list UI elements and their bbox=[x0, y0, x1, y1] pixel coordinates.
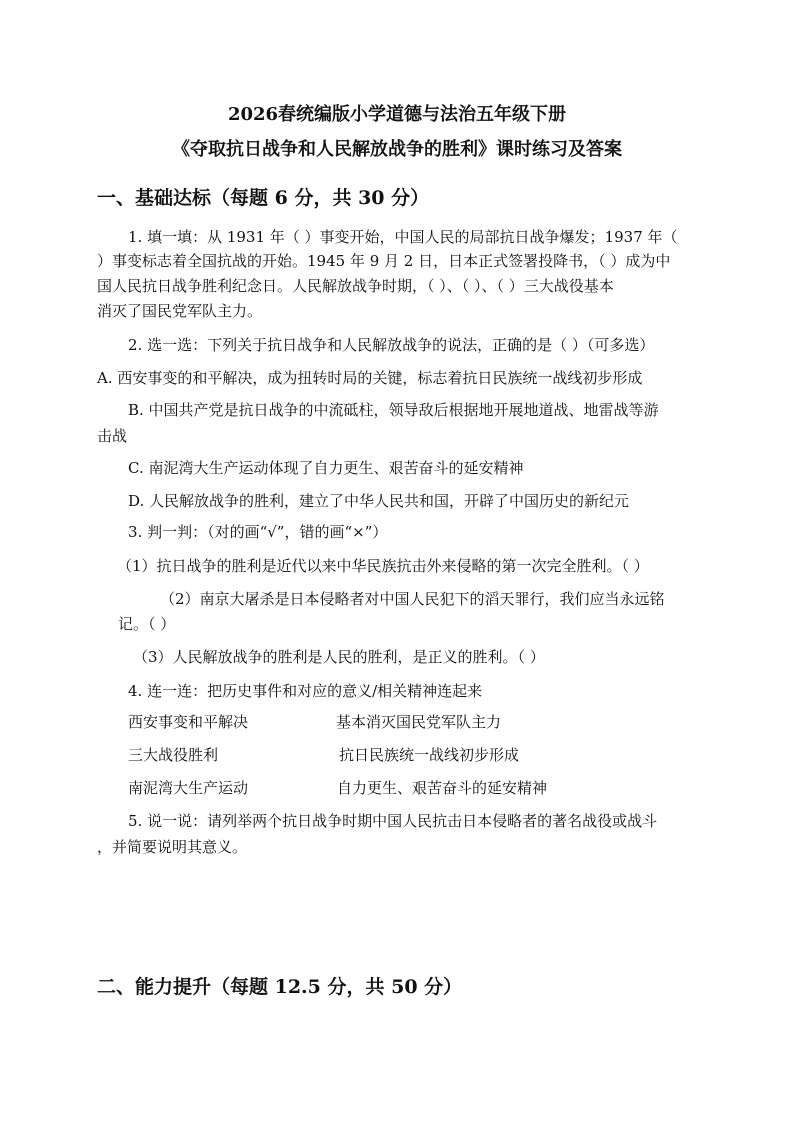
q3-item1: （1）抗日战争的胜利是近代以来中华民族抗击外来侵略的第一次完全胜利。（ ） bbox=[117, 557, 649, 575]
q2-option-a: A. 西安事变的和平解决，成为扭转时局的关键，标志着抗日民族统一战线初步形成 bbox=[97, 369, 643, 387]
q4-row1-left: 西安事变和平解决 bbox=[128, 713, 249, 731]
q2-option-b-line1: B. 中国共产党是抗日战争的中流砥柱，领导敌后根据地开展地道战、地雷战等游 bbox=[128, 401, 659, 419]
document-title-line2: 《夺取抗日战争和人民解放战争的胜利》课时练习及答案 bbox=[172, 139, 622, 160]
q2-stem: 2. 选一选：下列关于抗日战争和人民解放战争的说法，正确的是（ ）（可多选） bbox=[128, 336, 655, 354]
q4-row2-left: 三大战役胜利 bbox=[128, 746, 219, 764]
q1-line1: 1. 填一填：从 1931 年（ ）事变开始，中国人民的局部抗日战争爆发；1937 年（ bbox=[128, 228, 678, 246]
q2-option-b-line2: 击战 bbox=[97, 427, 128, 445]
q4-row1-right: 基本消灭国民党军队主力 bbox=[336, 713, 502, 731]
q4-row3-left: 南泥湾大生产运动 bbox=[128, 779, 249, 797]
q3-stem: 3. 判一判：（对的画“√”，错的画“×”） bbox=[128, 523, 388, 541]
q1-line4: 消灭了国民党军队主力。 bbox=[97, 302, 263, 320]
q3-item3: （3）人民解放战争的胜利是人民的胜利，是正义的胜利。（ ） bbox=[133, 648, 545, 666]
section1-heading: 一、基础达标（每题 6 分，共 30 分） bbox=[97, 187, 430, 209]
q4-stem: 4. 连一连：把历史事件和对应的意义/相关精神连起来 bbox=[128, 682, 483, 700]
q4-row2-right: 抗日民族统一战线初步形成 bbox=[339, 746, 520, 764]
q3-item2-line1: （2）南京大屠杀是日本侵略者对中国人民犯下的滔天罪行，我们应当永远铭 bbox=[160, 590, 665, 608]
section2-heading: 二、能力提升（每题 12.5 分，共 50 分） bbox=[97, 976, 463, 998]
q2-option-c: C. 南泥湾大生产运动体现了自力更生、艰苦奋斗的延安精神 bbox=[128, 459, 524, 477]
q1-line3: 国人民抗日战争胜利纪念日。人民解放战争时期，（ ）、（ ）、（ ）三大战役基本 bbox=[97, 277, 614, 295]
q5-line1: 5. 说一说：请列举两个抗日战争时期中国人民抗击日本侵略者的著名战役或战斗 bbox=[128, 812, 658, 830]
document-title-line1: 2026春统编版小学道德与法治五年级下册 bbox=[227, 104, 567, 125]
q3-item2-line2: 记。（ ） bbox=[118, 615, 176, 633]
q5-line2: ，并简要说明其意义。 bbox=[97, 838, 248, 856]
q4-row3-right: 自力更生、艰苦奋斗的延安精神 bbox=[337, 779, 548, 797]
q2-option-d: D. 人民解放战争的胜利，建立了中华人民共和国，开辟了中国历史的新纪元 bbox=[128, 492, 630, 510]
q1-line2: ）事变标志着全国抗战的开始。1945 年 9 月 2 日，日本正式签署投降书，（ ）成为中 bbox=[97, 252, 671, 270]
